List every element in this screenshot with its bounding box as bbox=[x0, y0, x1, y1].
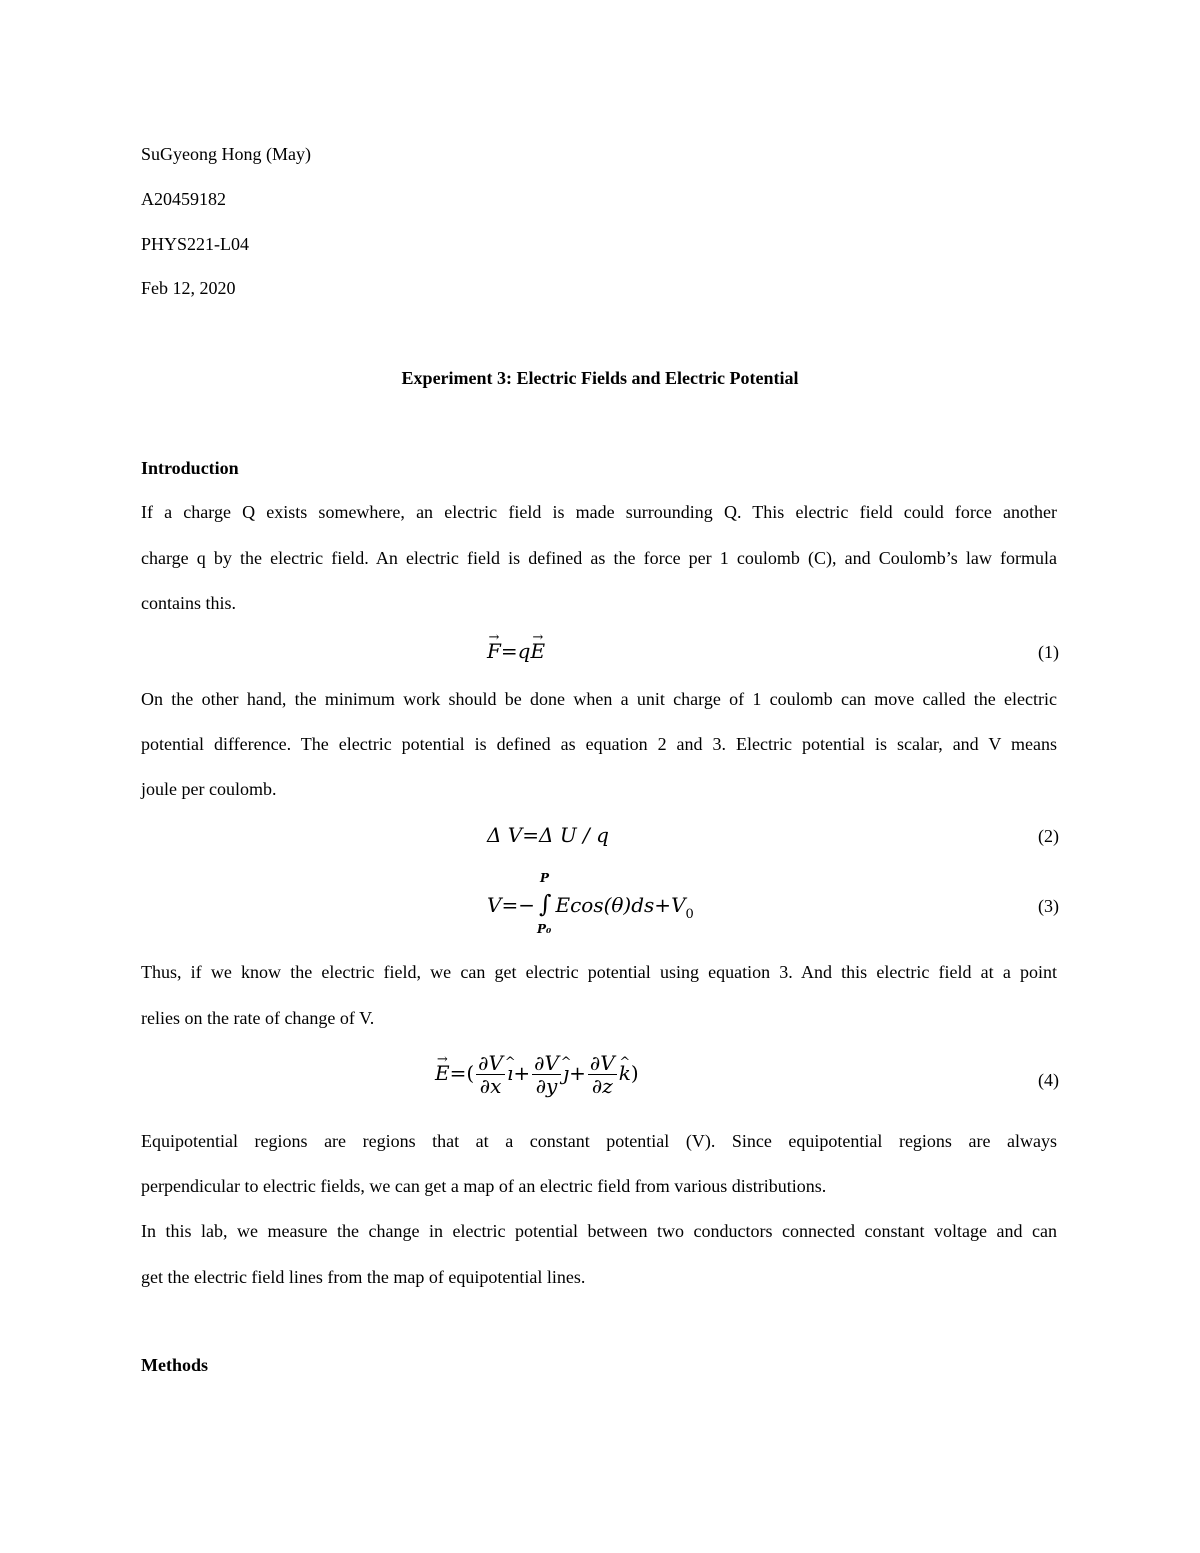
equation-4: → E=( $\frac{\partial V}{\partial x}$ ^ ı+ $\frac{\partial V}{\partial y}$ ^ ȷ+ $\frac{\partial V}{\partial z}$ ^ k) bbox=[435, 1052, 639, 1097]
fraction-dv-dx: $\frac{\partial V}{\partial x}$ bbox=[478, 1051, 503, 1098]
eq3-v0: V bbox=[671, 893, 686, 917]
eq2-equals: = bbox=[522, 823, 540, 847]
equation-2 bbox=[487, 823, 609, 847]
unit-vector-i: ^ ı bbox=[507, 1061, 513, 1085]
intro-p5-line2: get the electric field lines from the map of equipotential lines. bbox=[141, 1267, 586, 1287]
eq1-field: → E bbox=[530, 639, 545, 663]
intro-p2-line2: potential difference. The electric potential is defined as equation 2 and 3. Electric potential is scalar, and V means bbox=[141, 734, 1057, 754]
intro-p1-line2: charge q by the electric field. An electric field is defined as the force per 1 coulomb (C), and Coulomb’s law formula bbox=[141, 548, 1057, 568]
eq1-equals: = bbox=[500, 639, 518, 663]
eq3-equals: =− bbox=[501, 893, 535, 917]
document-title: Experiment 3: Electric Fields and Electric Potential bbox=[401, 368, 799, 388]
eq2-lhs: Δ V bbox=[487, 823, 523, 847]
intro-p1-line3: contains this. bbox=[141, 593, 236, 613]
student-id: A20459182 bbox=[141, 189, 226, 209]
eq4-close: ) bbox=[630, 1061, 639, 1085]
author-name: SuGyeong Hong (May) bbox=[141, 144, 311, 164]
eq1-charge: q bbox=[517, 639, 531, 663]
methods-heading: Methods bbox=[141, 1355, 208, 1375]
intro-p3-line2: relies on the rate of change of V. bbox=[141, 1008, 375, 1028]
equation-3-number: (3) bbox=[1038, 896, 1059, 916]
eq1-force: → F bbox=[487, 639, 501, 663]
intro-p4-line1: Equipotential regions are regions that at a constant potential (V). Since equipotential regions are always bbox=[141, 1131, 1057, 1151]
equation-1 bbox=[487, 639, 545, 663]
eq3-v: V bbox=[487, 893, 502, 917]
intro-p2-line1: On the other hand, the minimum work should be done when a unit charge of 1 coulomb can move called the electric bbox=[141, 689, 1057, 709]
unit-vector-j: ^ ȷ bbox=[563, 1061, 569, 1085]
report-date: Feb 12, 2020 bbox=[141, 278, 236, 298]
eq4-open: =( bbox=[449, 1061, 475, 1085]
eq2-rhs: Δ U / q bbox=[539, 823, 609, 847]
eq3-v0-subscript: 0 bbox=[685, 907, 694, 922]
integral-upper-limit: P bbox=[539, 871, 549, 885]
intro-p2-line3: joule per coulomb. bbox=[141, 779, 277, 799]
eq3-integrand: Ecos(θ)ds+ bbox=[555, 893, 672, 917]
fraction-dv-dz: $\frac{\partial V}{\partial z}$ bbox=[589, 1051, 615, 1098]
equation-4-number: (4) bbox=[1038, 1070, 1059, 1090]
intro-p5-line1: In this lab, we measure the change in electric potential between two conductors connected constant voltage and can bbox=[141, 1221, 1057, 1241]
integral-sign: ∫ P P₀ bbox=[539, 892, 552, 916]
intro-p3-line1: Thus, if we know the electric field, we can get electric potential using equation 3. And this electric field at a point bbox=[141, 962, 1057, 982]
eq4-field: → E bbox=[435, 1061, 450, 1085]
fraction-dv-dy: $\frac{\partial V}{\partial y}$ bbox=[534, 1051, 559, 1098]
equation-2-number: (2) bbox=[1038, 826, 1059, 846]
intro-p4-line2: perpendicular to electric fields, we can get a map of an electric field from various distributions. bbox=[141, 1176, 827, 1196]
intro-p1-line1: If a charge Q exists somewhere, an electric field is made surrounding Q. This electric field could force another bbox=[141, 502, 1057, 522]
integral-lower-limit: P₀ bbox=[536, 922, 552, 936]
equation-3 bbox=[487, 871, 694, 936]
unit-vector-k: ^ k bbox=[619, 1061, 631, 1085]
course-code: PHYS221-L04 bbox=[141, 234, 250, 254]
introduction-heading: Introduction bbox=[141, 458, 239, 478]
equation-1-number: (1) bbox=[1038, 642, 1059, 662]
